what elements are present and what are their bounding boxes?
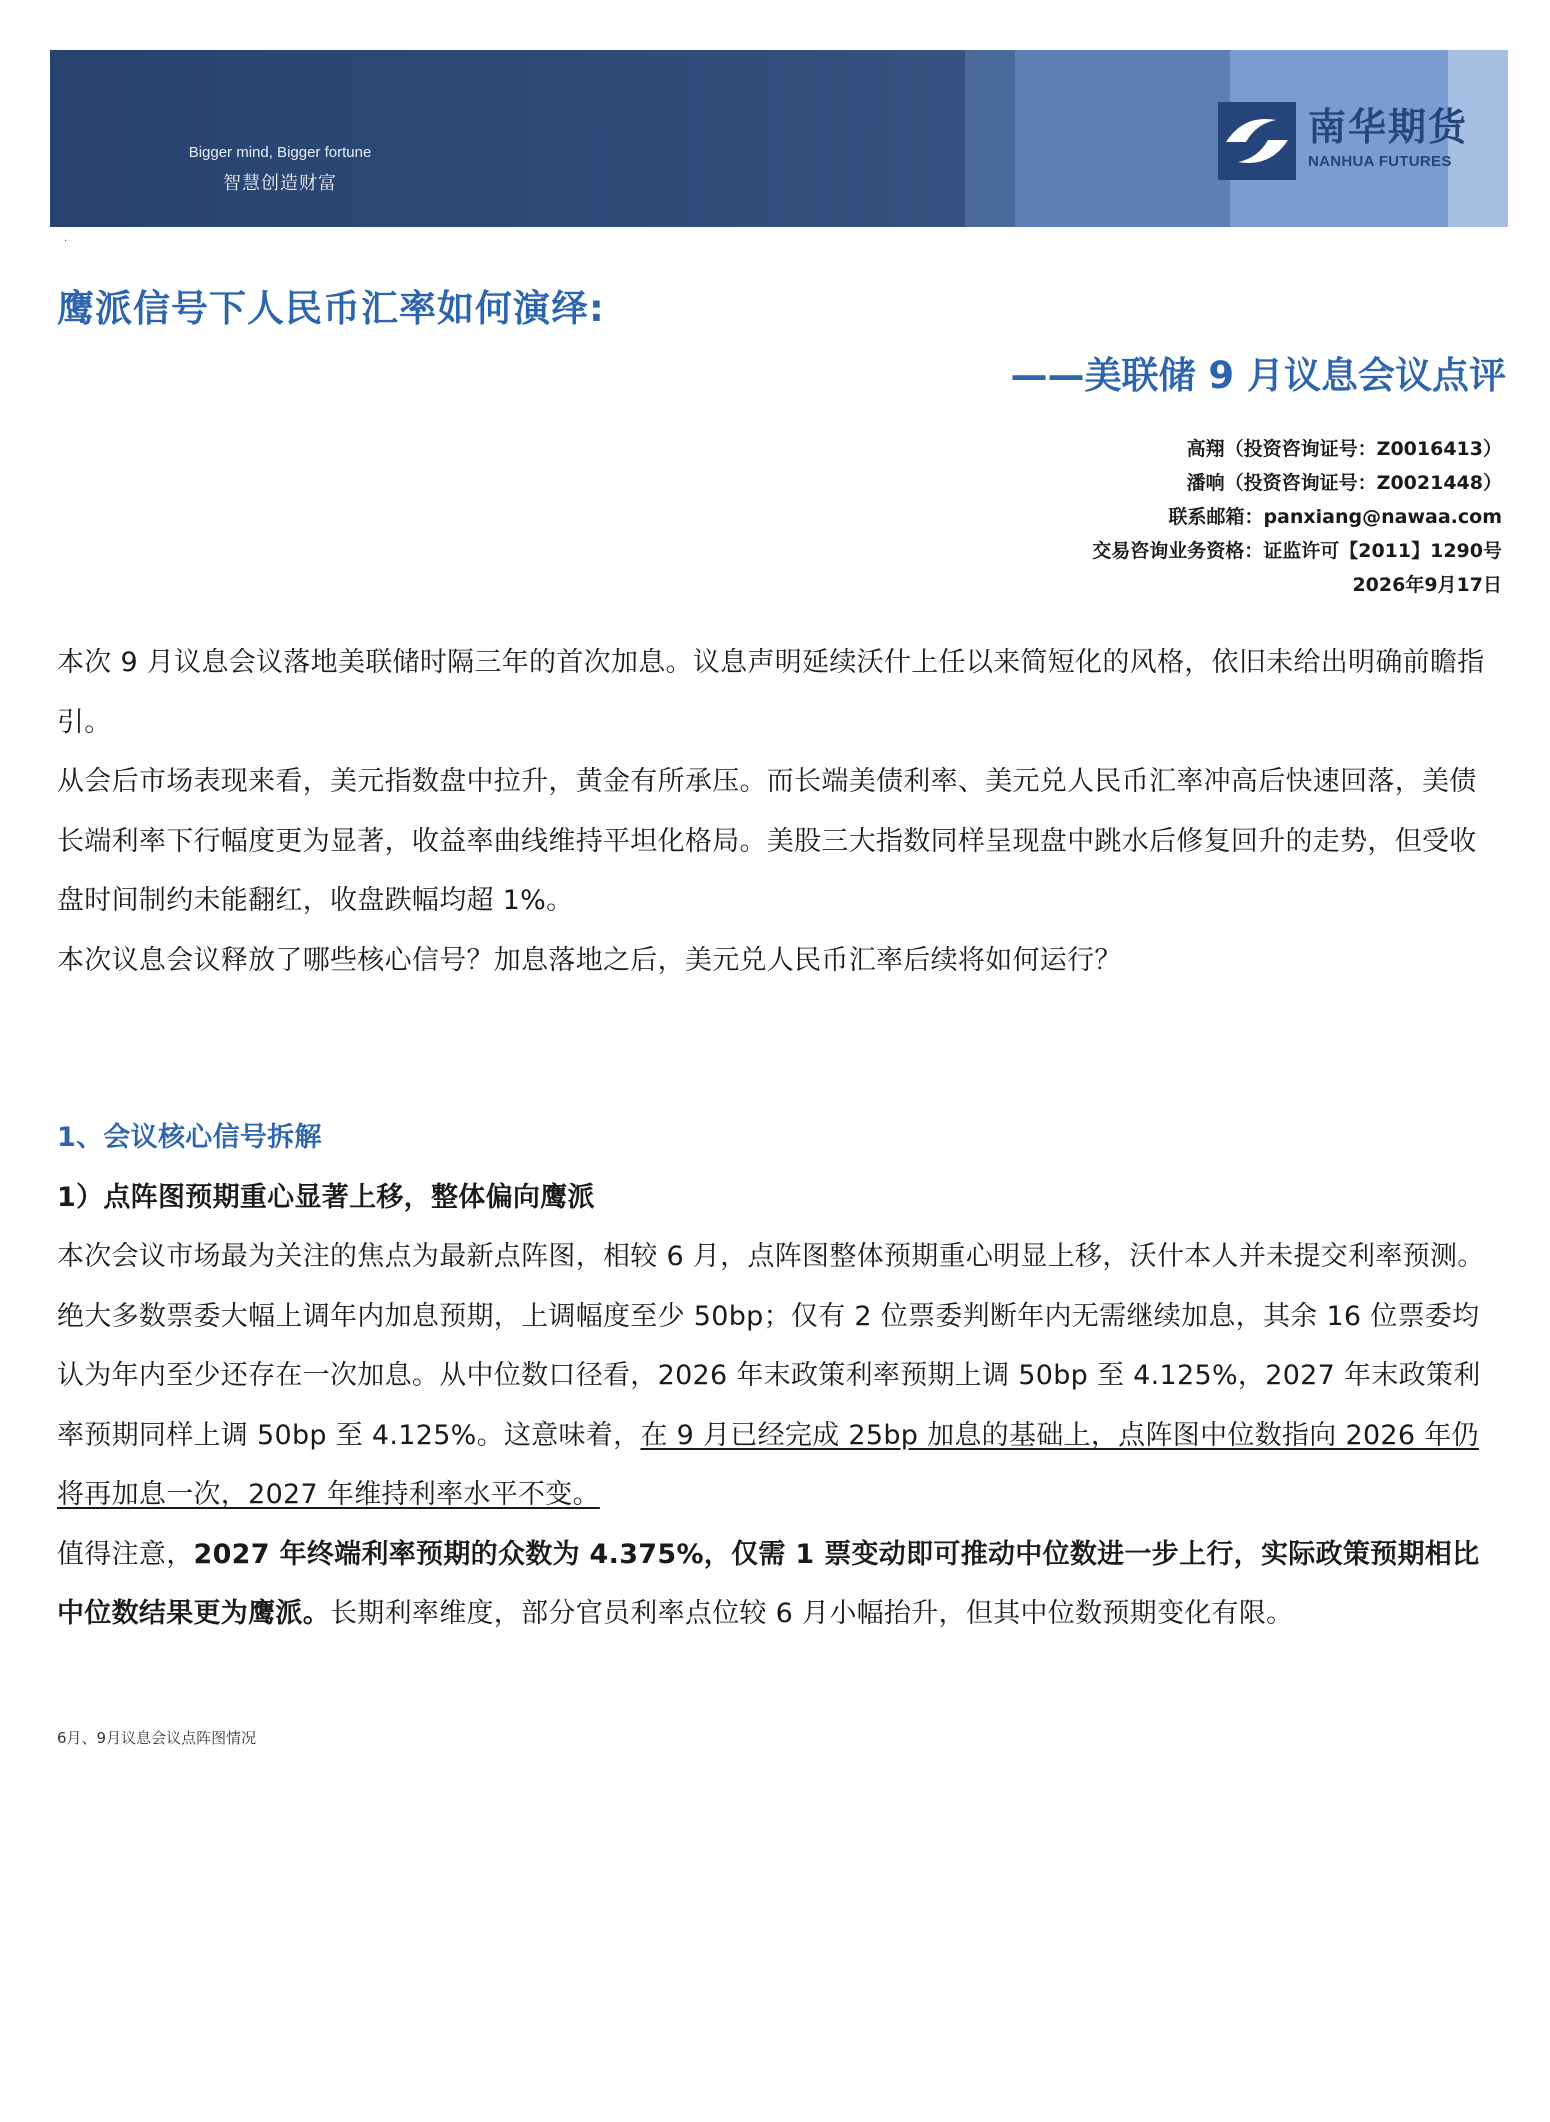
author-block — [1092, 432, 1502, 602]
paragraph — [57, 1287, 1501, 1525]
paragraph: 本次议息会议释放了哪些核心信号？加息落地之后，美元兑人民币汇率后续将如何运行？ — [57, 944, 1122, 976]
paragraph: 本次会议市场最为关注的焦点为最新点阵图，相较 6 月，点阵图整体预期重心明显上移，沃什本人并未提交利率预测。 — [57, 1241, 1485, 1272]
paragraph: 从会后市场表现来看，美元指数盘中拉升，黄金有所承压。而长端美债利率、美元兑人民币汇率冲高后快速回落，美债长端利率下行幅度更为显著，收益率曲线维持平坦化格局。美股三大指数同样呈现盘中跳水后修复回升的走势，但受收盘时间制约未能翻红，收盘跌幅均超 1%。 — [57, 766, 1477, 916]
banner-band — [1015, 50, 1230, 227]
banner-band — [965, 50, 1015, 227]
underlined-text: 在 9 月已经完成 25bp 加息的基础上，点阵图中位数指向 2026 年仍将再加息一次，2027 年维持利率水平不变。 — [57, 1419, 1479, 1510]
logo-text-en: NANHUA FUTURES — [1308, 153, 1452, 170]
paragraph-text: 值得注意， — [57, 1538, 194, 1570]
report-date: 2026年9月17日 — [1352, 574, 1502, 596]
paragraph: 本次 9 月议息会议落地美联储时隔三年的首次加息。议息声明延续沃什上任以来简短化的风格，依旧未给出明确前瞻指引。 — [57, 647, 1485, 738]
nanhua-logo-icon — [1218, 102, 1296, 180]
author-line: 高翔（投资咨询证号：Z0016413） — [1186, 438, 1502, 460]
section-heading: 1、会议核心信号拆解 — [57, 1122, 322, 1153]
report-title: 鹰派信号下人民币汇率如何演绎: — [57, 287, 605, 330]
report-subtitle: ——美联储 9 月议息会议点评 — [1010, 354, 1506, 397]
slogan-en: Bigger mind, Bigger fortune — [188, 144, 372, 161]
paragraph-text: 长期利率维度，部分官员利率点位较 6 月小幅抬升，但其中位数预期变化有限。 — [330, 1598, 1294, 1629]
header-banner — [50, 50, 1508, 227]
paragraph-text: 绝大多数票委大幅上调年内加息预期，上调幅度至少 50bp；仅有 2 位票委判断年内无需继续加息，其余 16 位票委均认为年内至少还存在一次加息。从中位数口径看，2026 年末政策利率预期上调 50bp 至 4.125%，2027 年末政策利率预期同样上调 50bp 至 4.125%。这意味着， — [57, 1300, 1481, 1451]
paragraph — [57, 1525, 1501, 1644]
subsection-heading: 1）点阵图预期重心显著上移，整体偏向鹰派 — [57, 1181, 595, 1213]
license-line: 交易咨询业务资格：证监许可【2011】1290号 — [1092, 540, 1502, 562]
logo-text-cn: 南华期货 — [1308, 105, 1469, 149]
slogan-cn: 智慧创造财富 — [223, 173, 337, 194]
page-mark: · — [64, 236, 68, 247]
bold-text: 2027 年终端利率预期的众数为 4.375%，仅需 1 票变动即可推动中位数进一步上行，实际政策预期相比中位数结果更为鹰派。 — [57, 1538, 1480, 1629]
spacer — [57, 990, 1501, 1108]
author-line: 潘响（投资咨询证号：Z0021448） — [1186, 472, 1502, 494]
figure-caption: 6月、9月议息会议点阵图情况 — [57, 1729, 257, 1747]
report-body — [57, 633, 1501, 1644]
contact-email: 联系邮箱：panxiang@nawaa.com — [1168, 506, 1502, 528]
